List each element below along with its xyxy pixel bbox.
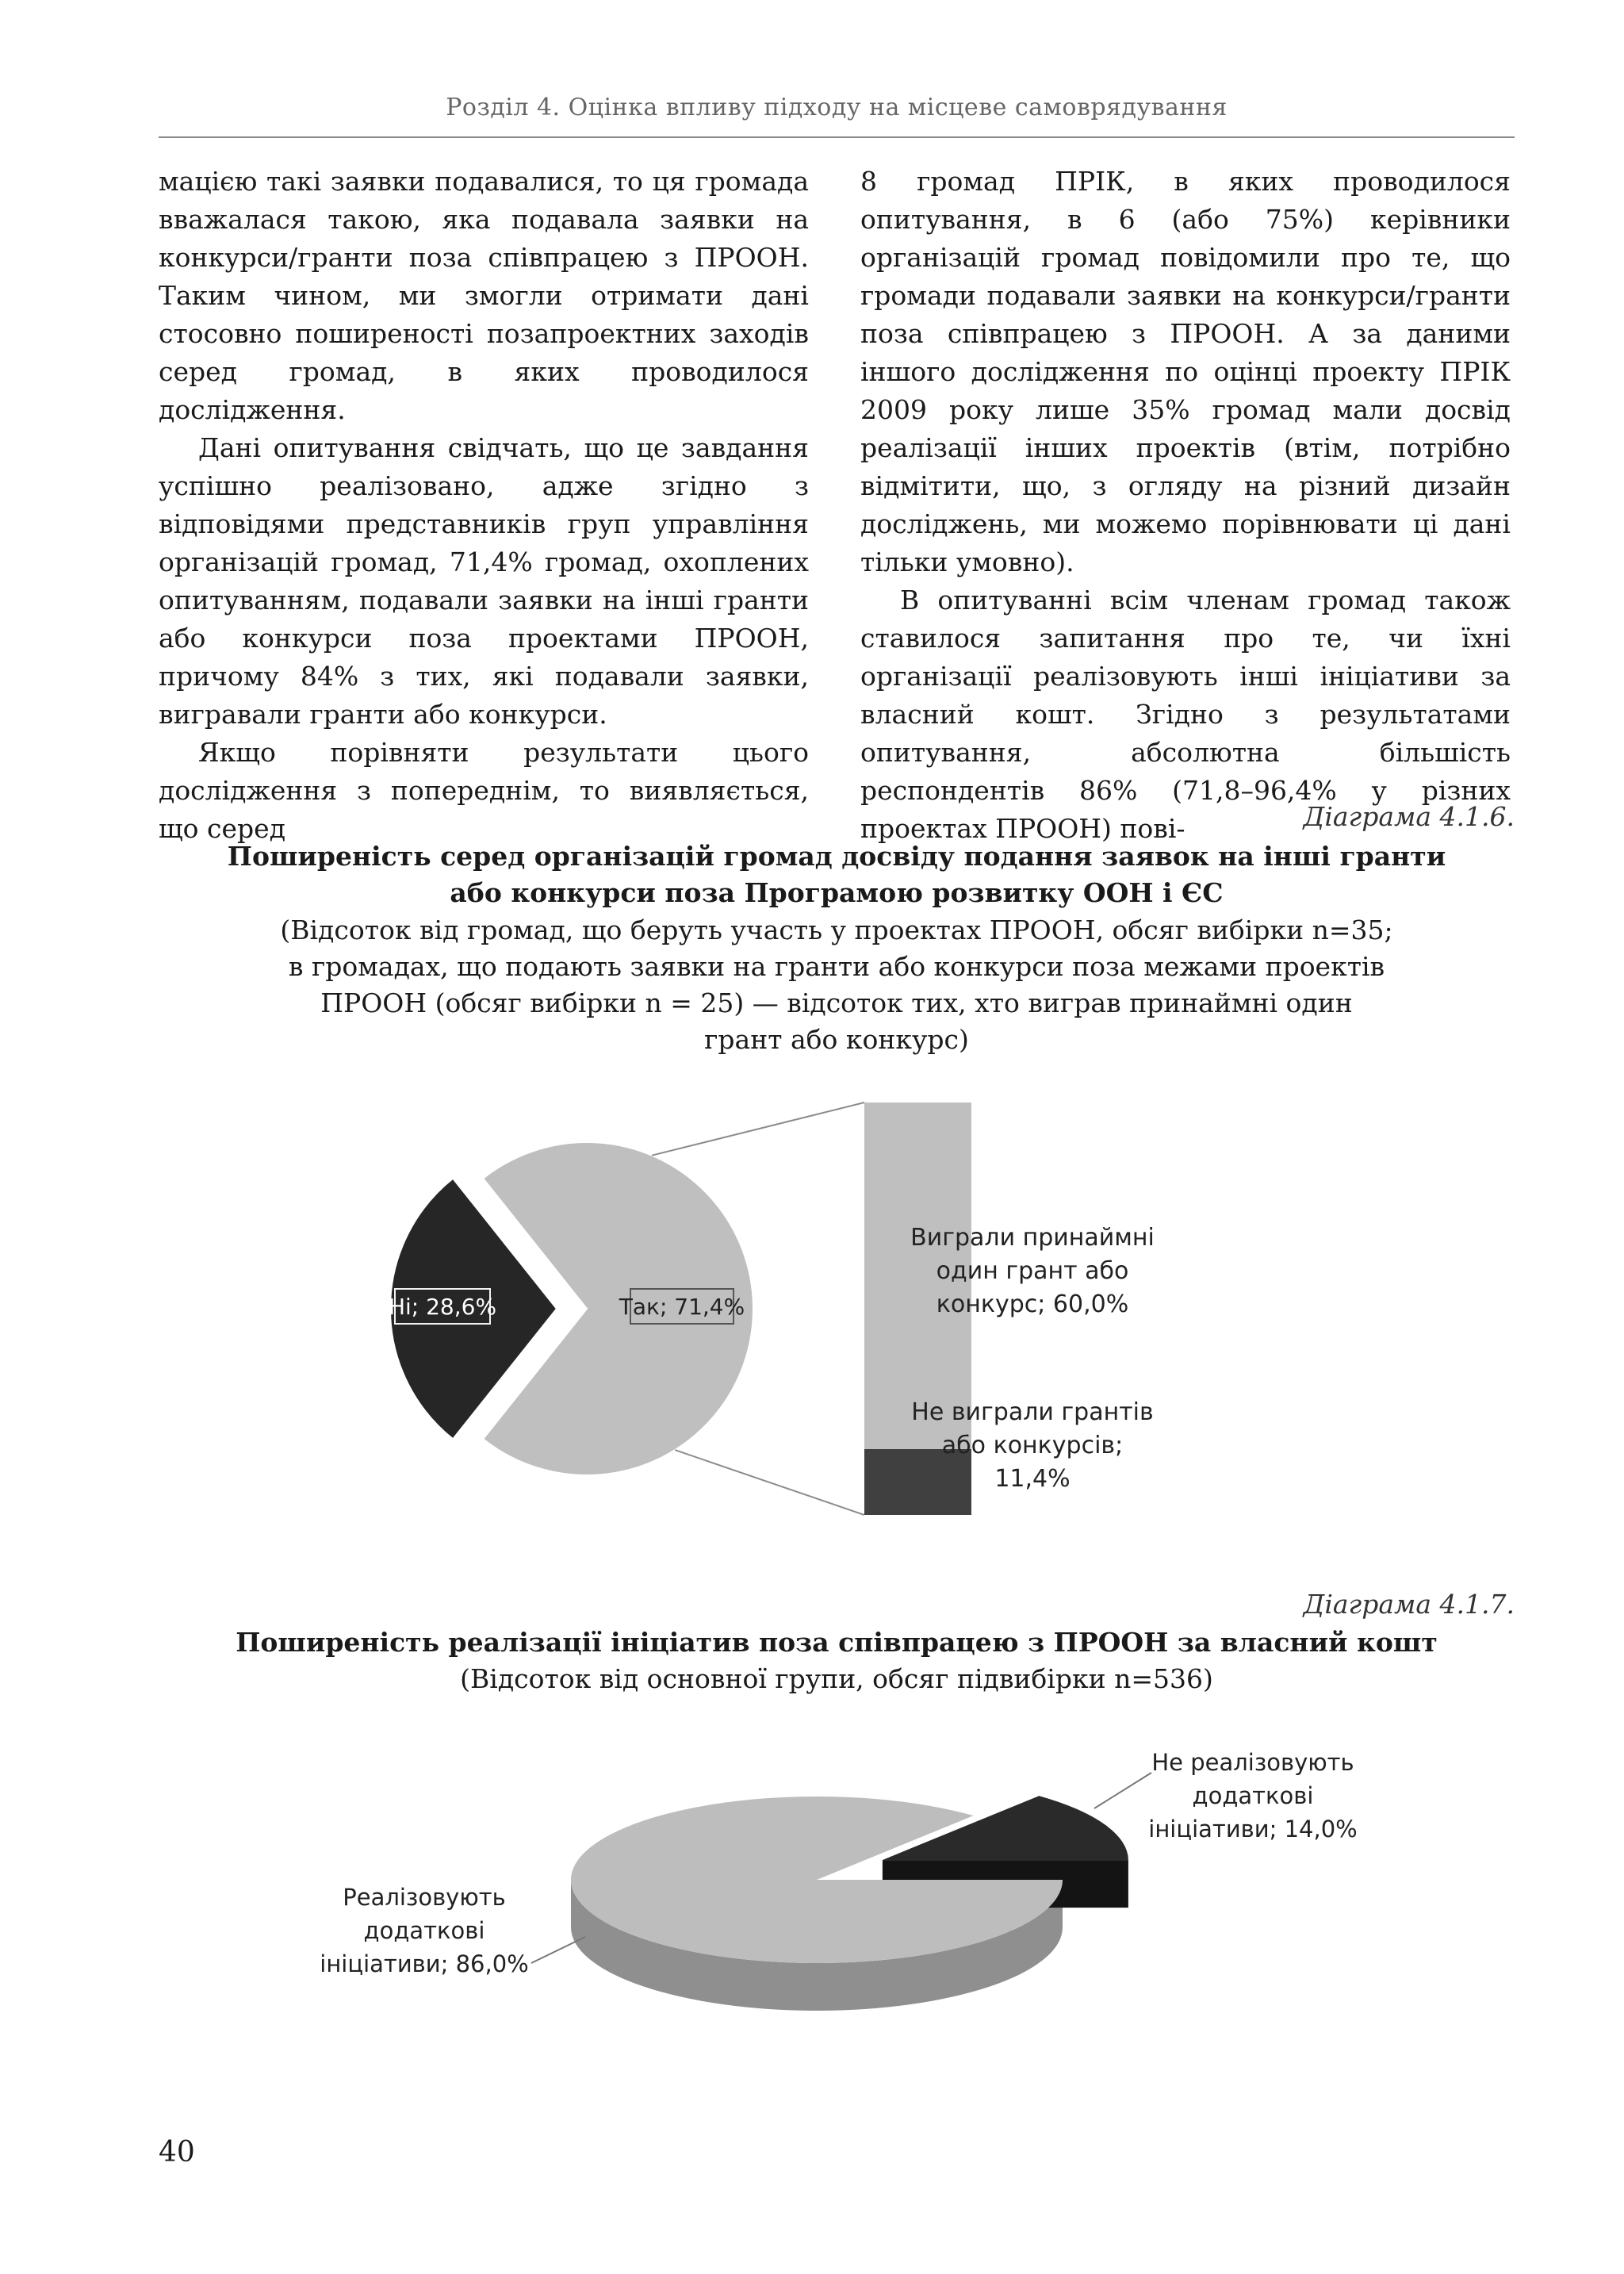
slice-label-not-implementing-line: ініціативи; 14,0% (1148, 1816, 1358, 1843)
slice-label-not-implementing-line: додаткові (1192, 1782, 1314, 1809)
leader-line-implementing (531, 1937, 585, 1963)
exploded-3d-pie-chart (301, 1729, 1427, 2094)
subtitle-line: грант або конкурс) (704, 1024, 969, 1055)
subtitle-line: ПРООН (обсяг вибірки n = 25) — відсоток тих, хто виграв принаймні один (320, 987, 1353, 1018)
pie-label-yes: Так; 71,4% (619, 1294, 745, 1320)
paragraph: Якщо порівняти результати цього дослідження з попереднім, то виявляється, що серед (159, 737, 809, 844)
slice-label-implementing-line: додаткові (363, 1917, 485, 1944)
diagram-label: Діаграма 4.1.7. (1303, 1589, 1515, 1620)
paragraph: 8 громад ПРІК, в яких проводилося опитування, в 6 (або 75%) керівники організацій громад повідомили про те, що громади подавали заявки на конкурси/гранти поза співпрацею з ПРООН. А за даними іншого дослідження по оцінці проекту ПРІК 2009 року лише 35% громад мали досвід реалізації інших проектів (втім, потрібно відмітити, що, з огляду на різний дизайн досліджень, ми можемо порівнювати ці дані тільки умовно). (860, 166, 1511, 577)
connector-line-top (652, 1102, 864, 1156)
leader-line-not-implementing (1094, 1773, 1151, 1808)
pie-label-no: Ні; 28,6% (388, 1294, 497, 1320)
bar-label-notwon-line: 11,4% (994, 1465, 1071, 1493)
diagram-label: Діаграма 4.1.6. (1303, 801, 1515, 832)
slice-label-not-implementing-line: Не реалізовують (1151, 1749, 1354, 1776)
running-head: Розділ 4. Оцінка впливу підходу на місцеве самоврядування (446, 94, 1228, 121)
pie-of-bar-chart (349, 1095, 1189, 1539)
paragraph: В опитуванні всім членам громад також ставилося запитання про те, чи їхні організації реалізовують інші ініціативи за власний кошт. Згідно з результатами опитування, абсолютна більшість респондентів 86% (71,8–96,4% у різних проектах ПРООН) пові- (860, 585, 1511, 844)
right-column (860, 163, 1511, 848)
bar-label-won-line: конкурс; 60,0% (936, 1290, 1129, 1318)
subtitle-line: (Відсоток від громад, що беруть участь у проектах ПРООН, обсяг вибірки n=35; (280, 915, 1393, 945)
diagram-title: Поширеність реалізації ініціатив поза співпрацею з ПРООН за власний кошт (236, 1627, 1438, 1658)
connector-line-bottom (675, 1450, 864, 1515)
diagram-title: Поширеність серед організацій громад досвіду подання заявок на інші гранти або конкурси поза Програмою розвитку ООН і ЄС (227, 841, 1446, 908)
paragraph: мацією такі заявки подавалися, то ця громада вважалася такою, яка подавала заявки на конкурси/гранти поза співпрацею з ПРООН. Таким чином, ми змогли отримати дані стосовно поширеності позапроектних заходів серед громад, в яких проводилося дослідження. (159, 166, 809, 425)
slice-label-implementing-line: Реалізовують (343, 1884, 506, 1911)
bar-label-won-line: один грант або (936, 1257, 1129, 1285)
diagram-subtitle: (Відсоток від основної групи, обсяг підвибірки n=536) (460, 1663, 1213, 1694)
header-rule (159, 136, 1515, 138)
paragraph: Дані опитування свідчать, що це завдання успішно реалізовано, адже згідно з відповідями представників груп управління організацій громад, 71,4% громад, охоплених опитуванням, подавали заявки на інші гранти або конкурси поза проектами ПРООН, причому 84% з тих, які подавали заявки, вигравали гранти або конкурси. (159, 432, 809, 730)
bar-label-won-line: Виграли принаймні (910, 1224, 1155, 1252)
bar-label-notwon-line: або конкурсів; (941, 1432, 1124, 1459)
page-number: 40 (159, 2136, 195, 2169)
bar-label-notwon-line: Не виграли грантів (911, 1398, 1154, 1426)
left-column (159, 163, 809, 848)
slice-label-implementing-line: ініціативи; 86,0% (320, 1950, 529, 1977)
diagram-subtitle (206, 912, 1467, 1058)
subtitle-line: в громадах, що подають заявки на гранти або конкурси поза межами проектів (288, 951, 1385, 982)
